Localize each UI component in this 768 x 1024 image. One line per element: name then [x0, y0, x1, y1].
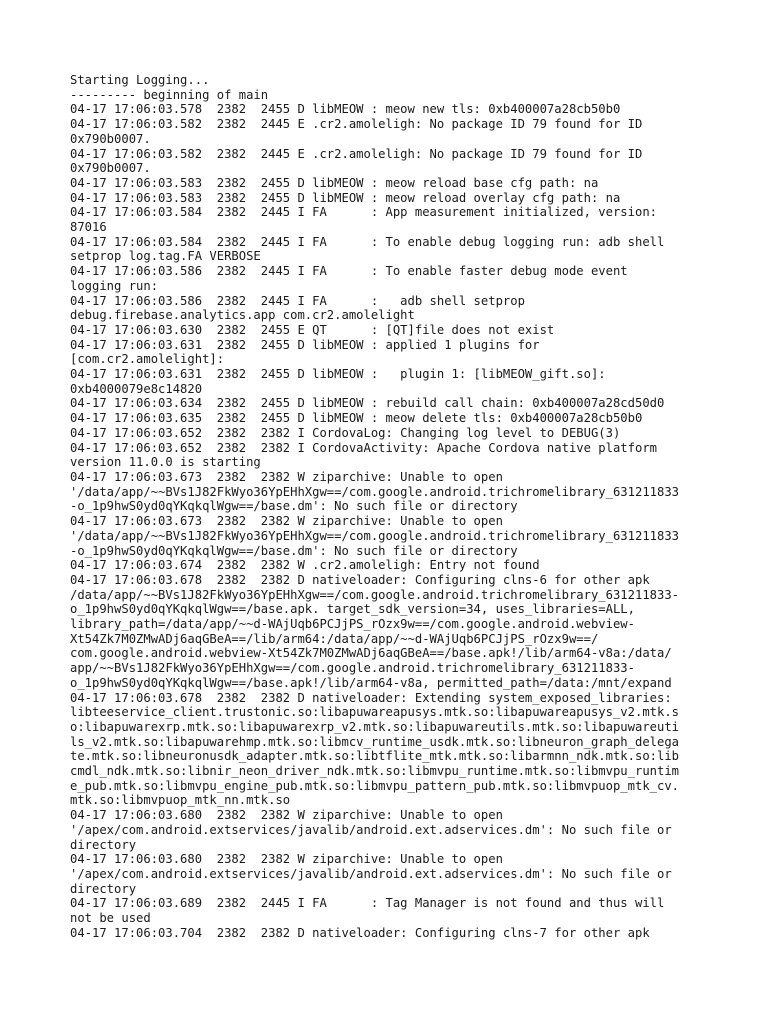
log-line: 04-17 17:06:03.586 2382 2445 I FA : To enable faster debug mode event — [70, 264, 628, 279]
log-line: 0xb4000079e8c14820 — [70, 381, 203, 396]
log-line: te.mtk.so:libneuronusdk_adapter.mtk.so:libtflite_mtk.mtk.so:libarmnn_ndk.mtk.so:lib — [70, 749, 680, 764]
log-line: -o_1p9hwS0yd0qYKqkqlWgw==/base.dm': No such file or directory — [70, 499, 518, 514]
log-line: cmdl_ndk.mtk.so:libnir_neon_driver_ndk.mtk.so:libmvpu_runtime.mtk.so:libmvpu_runtim — [70, 764, 680, 779]
log-line: debug.firebase.analytics.app com.cr2.amolelight — [70, 308, 415, 323]
log-line: [com.cr2.amolelight]: — [70, 352, 225, 367]
log-line: o_1p9hwS0yd0qYKqkqlWgw==/base.apk!/lib/arm64-v8a, permitted_path=/data:/mnt/expand — [70, 675, 672, 690]
log-line: 04-17 17:06:03.678 2382 2382 D nativeloader: Configuring clns-6 for other apk — [70, 572, 650, 587]
log-line: 04-17 17:06:03.631 2382 2455 D libMEOW : plugin 1: [libMEOW_gift.so]: — [70, 367, 606, 382]
log-line: 04-17 17:06:03.680 2382 2382 W ziparchive: Unable to open — [70, 808, 503, 823]
log-line: 04-17 17:06:03.631 2382 2455 D libMEOW : applied 1 plugins for — [70, 337, 540, 352]
log-line: 0x790b0007. — [70, 161, 151, 176]
log-line: e_pub.mtk.so:libmvpu_engine_pub.mtk.so:libmvpu_pattern_pub.mtk.so:libmvpuop_mtk_cv. — [70, 778, 680, 793]
log-line: directory — [70, 837, 137, 852]
log-line: 04-17 17:06:03.673 2382 2382 W ziparchive: Unable to open — [70, 469, 503, 484]
log-line: o:libapuwarexrp.mtk.so:libapuwarexrp_v2.mtk.so:libapuwareutils.mtk.so:libapuwareuti — [70, 719, 680, 734]
log-line: 04-17 17:06:03.586 2382 2445 I FA : adb shell setprop — [70, 293, 525, 308]
log-line: com.google.android.webview-Xt54Zk7M0ZMwADj6aqGBeA==/base.apk!/lib/arm64-v8a:/data/ — [70, 646, 672, 661]
log-line: 04-17 17:06:03.678 2382 2382 D nativeloader: Extending system_exposed_libraries: — [70, 690, 672, 705]
log-line: '/apex/com.android.extservices/javalib/android.ext.adservices.dm': No such file or — [70, 822, 672, 837]
log-line: 04-17 17:06:03.630 2382 2455 E QT : [QT]file does not exist — [70, 322, 555, 337]
log-line: 04-17 17:06:03.689 2382 2445 I FA : Tag Manager is not found and thus will — [70, 896, 665, 911]
log-line: 04-17 17:06:03.652 2382 2382 I CordovaLog: Changing log level to DEBUG(3) — [70, 425, 621, 440]
log-line: o_1p9hwS0yd0qYKqkqlWgw==/base.apk. target_sdk_version=34, uses_libraries=ALL, — [70, 602, 635, 617]
log-line: 87016 — [70, 220, 107, 235]
log-line: libteeservice_client.trustonic.so:libapuwareapusys.mtk.so:libapuwareapusys_v2.mtk.s — [70, 705, 680, 720]
log-line: not be used — [70, 911, 151, 926]
log-line: 04-17 17:06:03.584 2382 2445 I FA : App measurement initialized, version: — [70, 205, 657, 220]
log-line: 04-17 17:06:03.635 2382 2455 D libMEOW : meow delete tls: 0xb400007a28cb50b0 — [70, 411, 643, 426]
log-line: 04-17 17:06:03.584 2382 2445 I FA : To enable debug logging run: adb shell — [70, 234, 665, 249]
log-line: 04-17 17:06:03.652 2382 2382 I CordovaActivity: Apache Cordova native platform — [70, 440, 657, 455]
log-line: ls_v2.mtk.so:libapuwarehmp.mtk.so:libmcv_runtime_usdk.mtk.so:libneuron_graph_delega — [70, 734, 680, 749]
log-line: 04-17 17:06:03.634 2382 2455 D libMEOW : rebuild call chain: 0xb400007a28cd50d0 — [70, 396, 665, 411]
log-line: 04-17 17:06:03.674 2382 2382 W .cr2.amoleligh: Entry not found — [70, 558, 540, 573]
log-line: /data/app/~~BVs1J82FkWyo36YpEHhXgw==/com.google.android.trichromelibrary_631211833- — [70, 587, 680, 602]
log-line: Xt54Zk7M0ZMwADj6aqGBeA==/lib/arm64:/data/app/~~d-WAjUqb6PCJjPS_rOzx9w==/ — [70, 631, 599, 646]
log-line: logging run: — [70, 278, 159, 293]
log-line: 04-17 17:06:03.578 2382 2455 D libMEOW : meow new tls: 0xb400007a28cb50b0 — [70, 102, 621, 117]
log-line: 04-17 17:06:03.583 2382 2455 D libMEOW : meow reload overlay cfg path: na — [70, 190, 621, 205]
log-line: Starting Logging... — [70, 73, 210, 87]
log-line: -o_1p9hwS0yd0qYKqkqlWgw==/base.dm': No such file or directory — [70, 543, 518, 558]
log-line: directory — [70, 881, 137, 896]
log-line: version 11.0.0 is starting — [70, 455, 261, 470]
log-line: '/data/app/~~BVs1J82FkWyo36YpEHhXgw==/com.google.android.trichromelibrary_631211833 — [70, 528, 680, 543]
log-line: app/~~BVs1J82FkWyo36YpEHhXgw==/com.google.android.trichromelibrary_631211833- — [70, 661, 635, 676]
log-line: 04-17 17:06:03.582 2382 2445 E .cr2.amoleligh: No package ID 79 found for ID — [70, 146, 643, 161]
log-line: 04-17 17:06:03.680 2382 2382 W ziparchive: Unable to open — [70, 852, 503, 867]
log-line: --------- beginning of main — [70, 87, 269, 102]
log-line: 0x790b0007. — [70, 131, 151, 146]
log-line: mtk.so:libmvpuop_mtk_nn.mtk.so — [70, 793, 291, 808]
log-line: '/data/app/~~BVs1J82FkWyo36YpEHhXgw==/com.google.android.trichromelibrary_631211833 — [70, 484, 680, 499]
log-line: 04-17 17:06:03.583 2382 2455 D libMEOW : meow reload base cfg path: na — [70, 175, 599, 190]
log-document — [70, 73, 710, 940]
log-line: 04-17 17:06:03.582 2382 2445 E .cr2.amoleligh: No package ID 79 found for ID — [70, 117, 643, 132]
log-line: 04-17 17:06:03.673 2382 2382 W ziparchive: Unable to open — [70, 514, 503, 529]
log-line: 04-17 17:06:03.704 2382 2382 D nativeloader: Configuring clns-7 for other apk — [70, 925, 650, 940]
log-line: library_path=/data/app/~~d-WAjUqb6PCJjPS_rOzx9w==/com.google.android.webview- — [70, 617, 635, 632]
log-line: '/apex/com.android.extservices/javalib/android.ext.adservices.dm': No such file or — [70, 866, 672, 881]
log-line: setprop log.tag.FA VERBOSE — [70, 249, 261, 264]
